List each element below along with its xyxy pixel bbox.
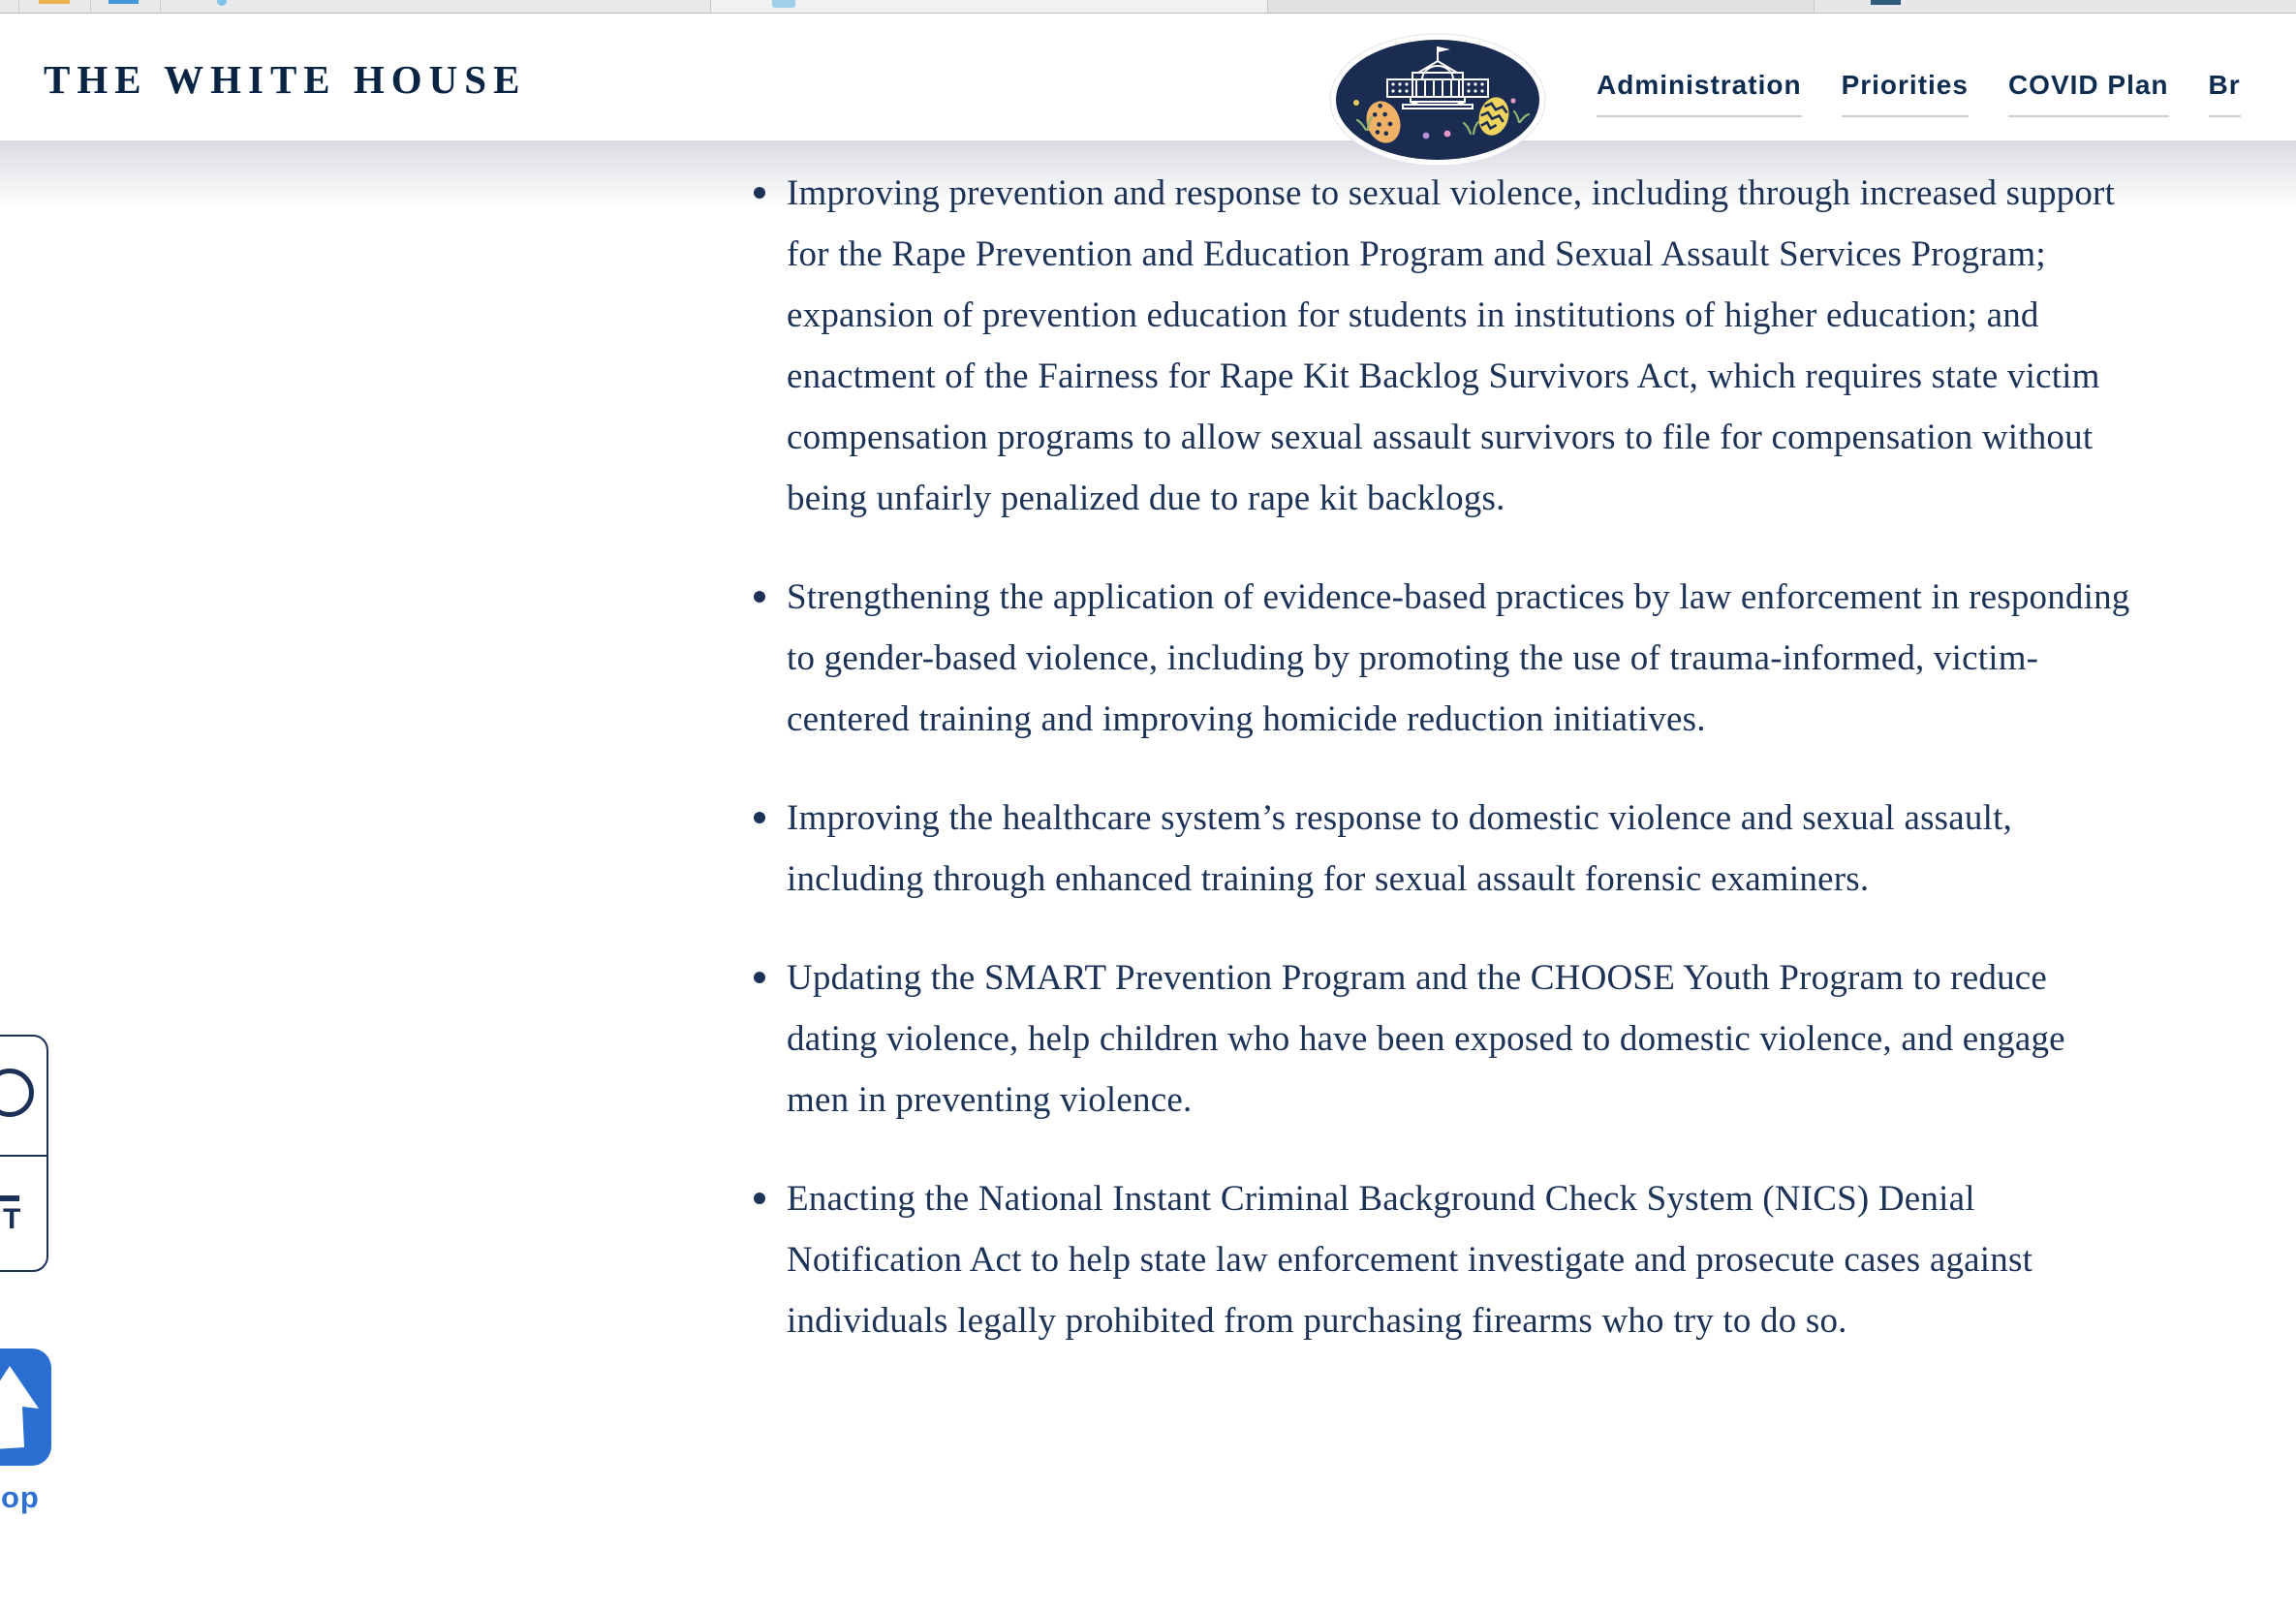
site-header	[0, 14, 2296, 140]
font-size-toggle-button[interactable]	[0, 1155, 47, 1272]
font-size-t-icon: T	[3, 1203, 21, 1235]
tab-divider	[18, 0, 19, 13]
white-house-easter-seal-icon	[1329, 33, 1546, 167]
navy-favicon-icon	[1871, 0, 1901, 5]
tab-divider	[710, 0, 711, 13]
list-item: Strengthening the application of evidence-based practices by law enforcement in responding to gender-based violence, including by promoting the use of trauma-informed, victim-centered training and improving homicide reduction initiatives.	[787, 567, 2133, 750]
contrast-toggle-button[interactable]	[0, 1037, 47, 1155]
browser-tab-strip	[0, 0, 2296, 14]
tab-divider	[1814, 0, 1815, 13]
tab-divider	[90, 0, 91, 13]
up-arrow-icon	[0, 1348, 51, 1466]
white-house-wordmark[interactable]: THE WHITE HOUSE	[44, 57, 527, 102]
policy-bullet-list	[787, 163, 2133, 1389]
browser-tab[interactable]	[1267, 0, 1814, 13]
accessibility-toolbar	[0, 1035, 48, 1272]
lightblue-favicon-icon	[772, 0, 795, 8]
blue-favicon-icon	[109, 0, 139, 4]
main-nav	[1597, 70, 2241, 117]
back-to-top-label[interactable]: op	[1, 1480, 40, 1514]
nav-item-covid-plan[interactable]: COVID Plan	[2008, 70, 2169, 117]
nav-item-priorities[interactable]: Priorities	[1842, 70, 1969, 117]
tab-divider	[1267, 0, 1268, 13]
list-item: Enacting the National Instant Criminal Background Check System (NICS) Denial Notification Act to help state law enforcement investigate and prosecute cases against individuals legally prohibited from purchasing firearms who try to do so.	[787, 1168, 2133, 1351]
tab-divider	[160, 0, 161, 13]
white-house-seal-logo[interactable]	[1329, 33, 1546, 167]
yellow-favicon-icon	[39, 0, 70, 4]
nav-item-briefing-room-partial[interactable]: Br	[2209, 70, 2241, 117]
contrast-circle-icon	[0, 1069, 34, 1117]
nav-item-administration[interactable]: Administration	[1597, 70, 1802, 117]
font-size-minus-icon	[0, 1195, 19, 1201]
back-to-top-button[interactable]	[0, 1348, 51, 1466]
list-item: Updating the SMART Prevention Program and the CHOOSE Youth Program to reduce dating violence, help children who have been exposed to domestic violence, and engage men in preventing violence.	[787, 947, 2133, 1131]
lightblue-dot-favicon-icon	[217, 0, 227, 6]
list-item: Improving prevention and response to sexual violence, including through increased support for the Rape Prevention and Education Program and Sexual Assault Services Program; expansion of prevention education for students in institutions of higher education; and enactment of the Fairness for Rape Kit Backlog Survivors Act, which requires state victim compensation programs to allow sexual assault survivors to file for compensation without being unfairly penalized due to rape kit backlogs.	[787, 163, 2133, 529]
list-item: Improving the healthcare system’s response to domestic violence and sexual assault, including through enhanced training for sexual assault forensic examiners.	[787, 788, 2133, 910]
